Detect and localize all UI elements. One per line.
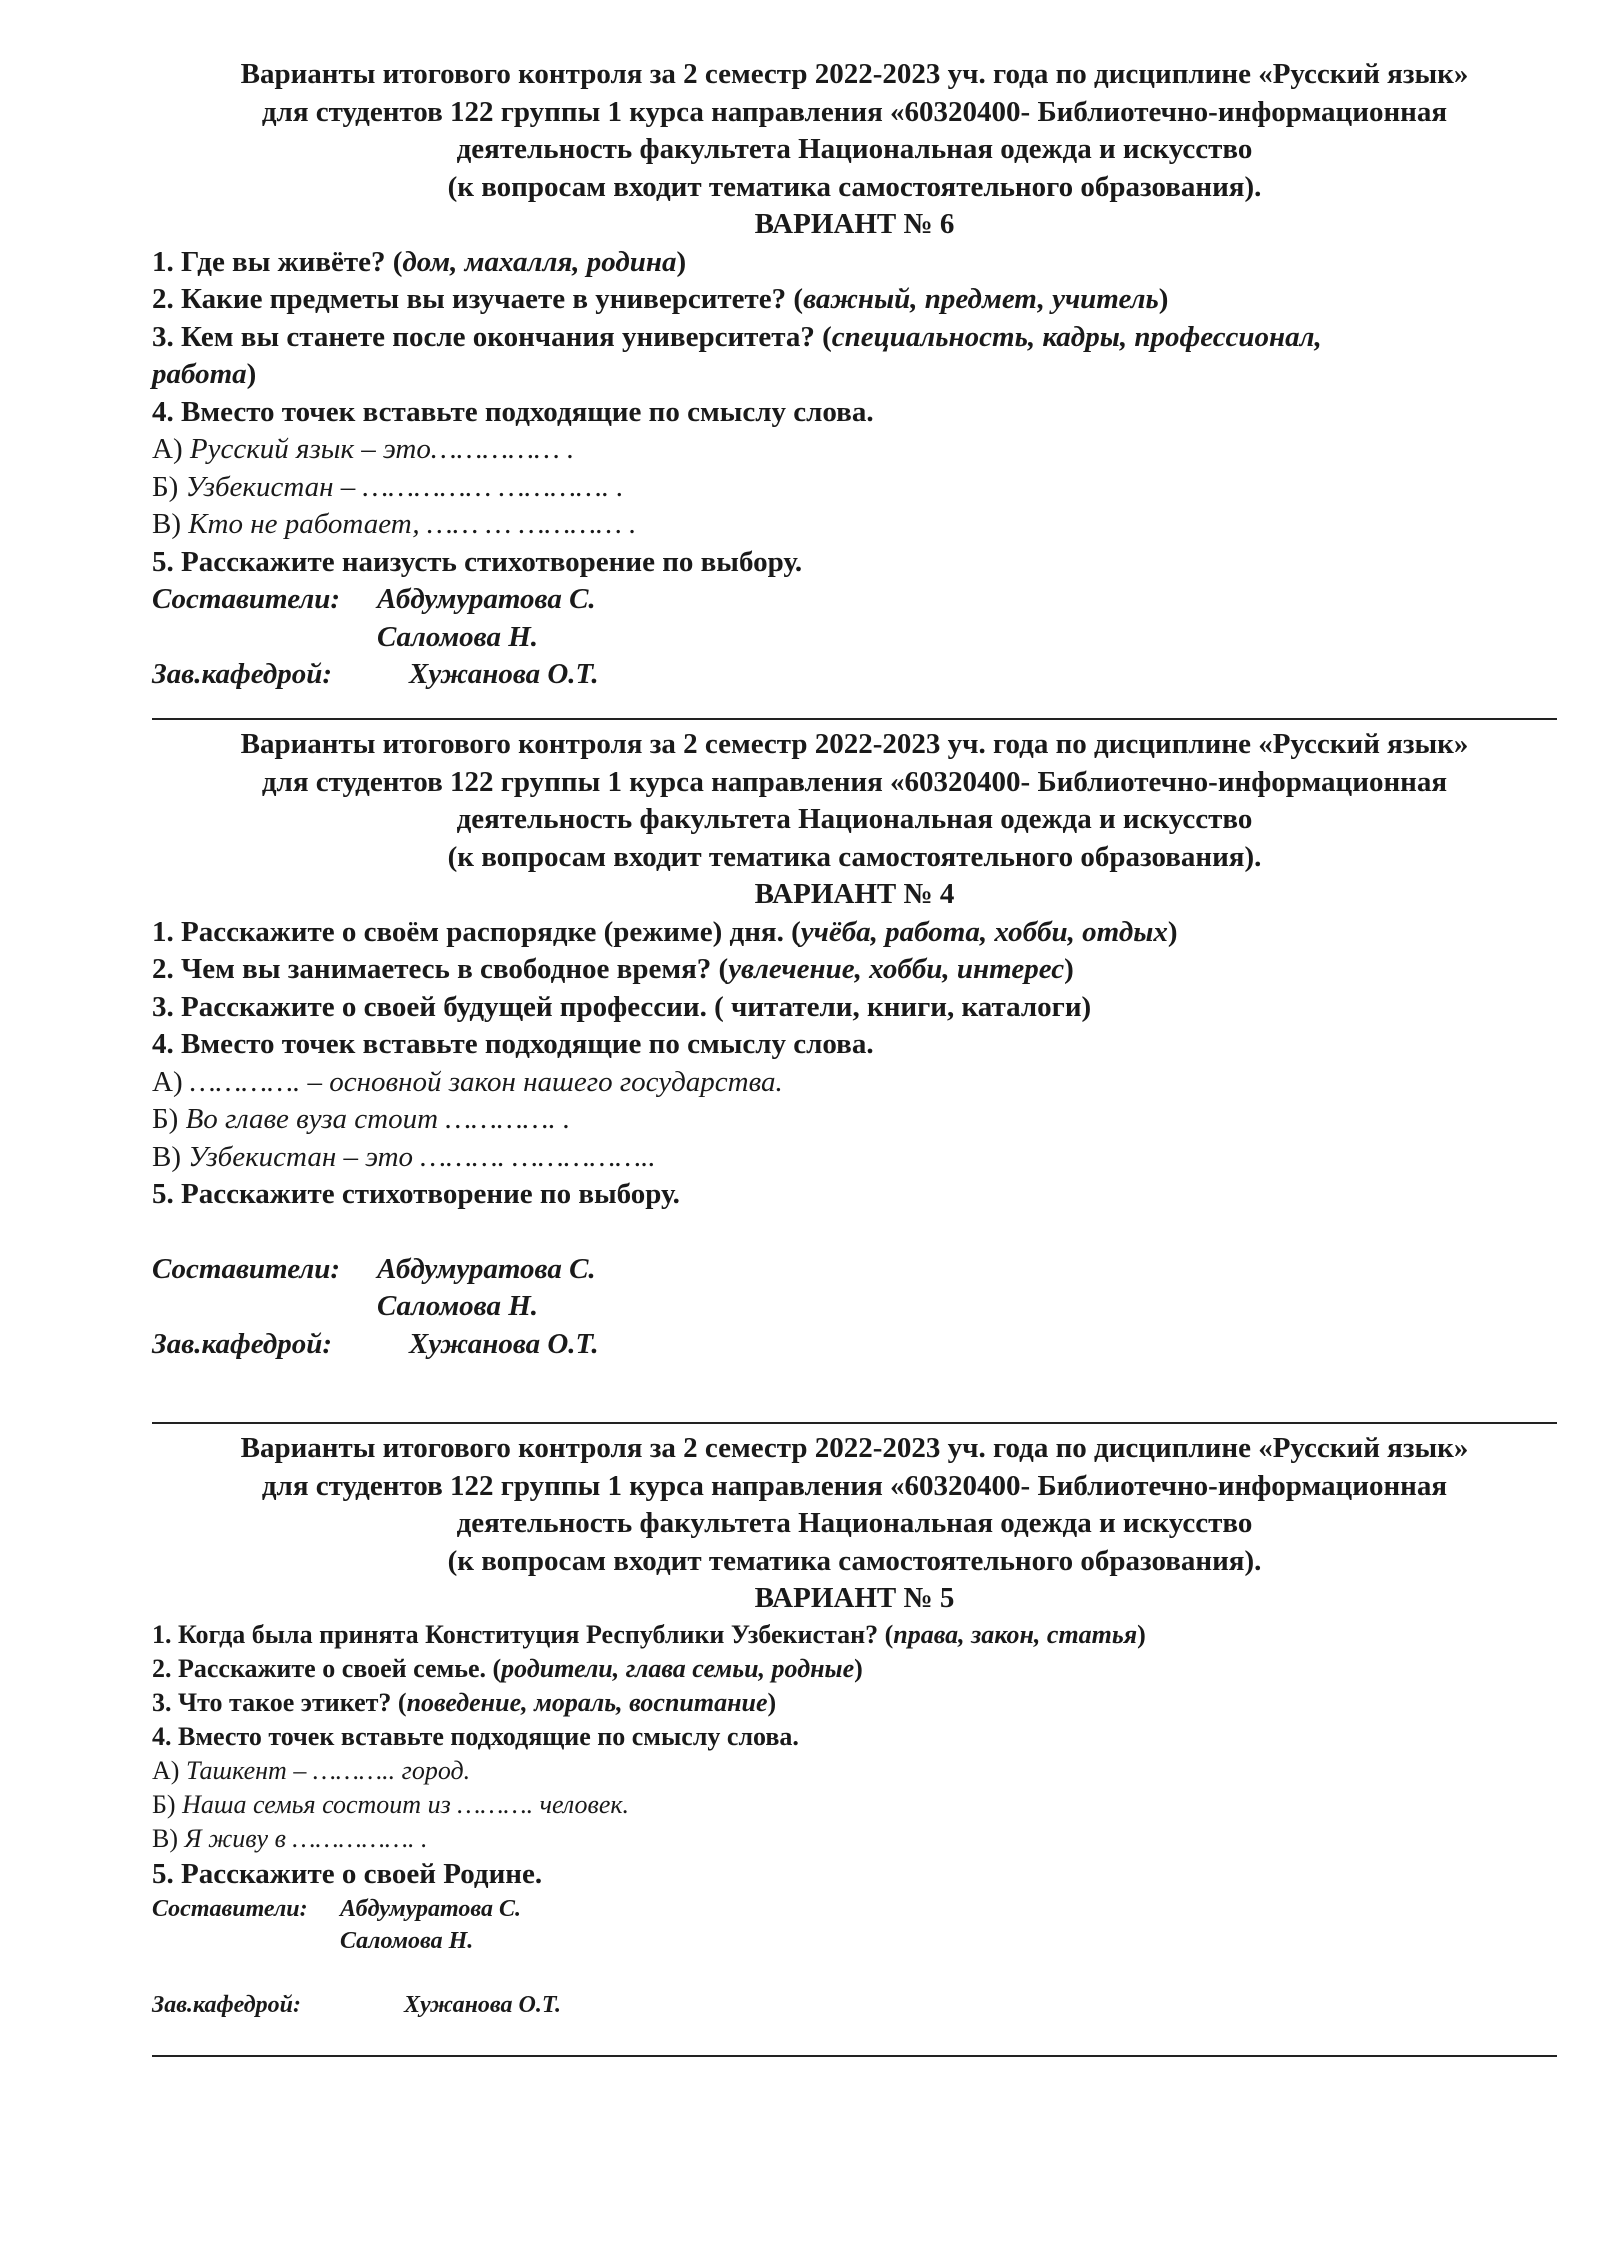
compilers-line [152,1893,1557,1925]
header-line: (к вопросам входит тематика самостоятельного образования). [447,170,1262,203]
compiler-name: Абдумуратова С. [377,1252,596,1285]
question-5: 5. Расскажите стихотворение по выбору. [152,1178,680,1210]
head-of-department-line [152,1989,1557,2021]
head-name: Хужанова О.Т. [409,1327,599,1360]
head-name: Хужанова О.Т. [404,1991,561,2018]
header-line: Варианты итогового контроля за 2 семестр 2022-2023 уч. года по дисциплине «Русский язык» [240,58,1469,90]
variant-block-4 [152,726,1557,1363]
fill-item-b: Б) Наша семья состоит из ………. человек. [152,1789,630,1819]
question-1: 1. Когда была принята Конституция Республики Узбекистан? (права, закон, статья) [152,1619,1146,1649]
head-of-department-line [152,1326,1557,1364]
compiler-name: Саломова Н. [340,1927,474,1954]
question-4: 4. Вместо точек вставьте подходящие по смыслу слова. [152,1721,799,1751]
variant-block-5 [152,1430,1557,2021]
header-line: для студентов 122 группы 1 курса направления «60320400- Библиотечно-информационная [261,95,1448,128]
compilers-line [152,1251,1557,1289]
head-name: Хужанова О.Т. [409,658,599,690]
question-3: 3. Кем вы станете после окончания университета? (специальность, кадры, профессионал, [152,320,1322,353]
fill-item-a: А) Русский язык – это…………… . [152,433,575,465]
header-line: (к вопросам входит тематика самостоятельного образования). [447,1544,1262,1577]
header-line: (к вопросам входит тематика самостоятельного образования). [447,840,1262,873]
header-line: деятельность факультета Национальная одежда и искусство [456,803,1253,835]
spacer [152,1957,1557,1989]
question-4: 4. Вместо точек вставьте подходящие по смыслу слова. [152,1028,874,1060]
question-1: 1. Где вы живёте? (дом, махалля, родина) [152,245,687,278]
compilers-label: Составители: [152,1895,308,1922]
variant-block-6 [152,56,1557,694]
header-line: деятельность факультета Национальная одежда и искусство [456,133,1253,165]
compilers-label: Составители: [152,1252,341,1285]
variant-title: ВАРИАНТ № 4 [754,878,955,910]
header-line: деятельность факультета Национальная одежда и искусство [456,1507,1253,1539]
head-label: Зав.кафедрой: [152,658,333,690]
divider-line [152,718,1557,720]
question-3: 3. Расскажите о своей будущей профессии. ( читатели, книги, каталоги) [152,990,1092,1023]
variant-title: ВАРИАНТ № 5 [754,1582,955,1614]
header-line: Варианты итогового контроля за 2 семестр 2022-2023 уч. года по дисциплине «Русский язык» [240,1432,1469,1464]
spacer [152,1214,1557,1251]
fill-item-b: Б) Во главе вуза стоит …………. . [152,1103,571,1135]
head-of-department-line [152,656,1557,694]
compilers-line-2 [152,1925,1557,1957]
compiler-name: Абдумуратова С. [340,1895,521,1922]
divider-line [152,2055,1557,2057]
header-line: Варианты итогового контроля за 2 семестр 2022-2023 уч. года по дисциплине «Русский язык» [240,728,1469,760]
header-line: для студентов 122 группы 1 курса направления «60320400- Библиотечно-информационная [261,765,1448,798]
compiler-name: Саломова Н. [377,1290,539,1322]
header-line: для студентов 122 группы 1 курса направления «60320400- Библиотечно-информационная [261,1469,1448,1502]
fill-item-c: В) Кто не работает, …… … ………… . [152,508,637,540]
fill-item-a: А) Ташкент – ……….. город. [152,1755,471,1785]
fill-item-c: В) Узбекистан – это ………. …………….. [152,1140,656,1173]
compilers-line-2 [152,1288,1557,1326]
question-2: 2. Расскажите о своей семье. (родители, глава семьи, родные) [152,1653,863,1683]
compilers-line-2 [152,619,1557,657]
fill-item-c: В) Я живу в ……………. . [152,1823,428,1853]
question-1: 1. Расскажите о своём распорядке (режиме) дня. (учёба, работа, хобби, отдых) [152,915,1178,948]
compilers-line [152,581,1557,619]
compiler-name: Саломова Н. [377,620,539,653]
divider-line [152,1422,1557,1424]
compilers-label: Составители: [152,583,341,615]
question-4: 4. Вместо точек вставьте подходящие по смыслу слова. [152,395,874,428]
question-2: 2. Какие предметы вы изучаете в университете? (важный, предмет, учитель) [152,283,1169,315]
variant-title: ВАРИАНТ № 6 [754,208,955,240]
question-5: 5. Расскажите наизусть стихотворение по выбору. [152,545,803,578]
question-5: 5. Расскажите о своей Родине. [152,1857,543,1890]
fill-item-b: Б) Узбекистан – …………… …………. . [152,470,624,503]
head-label: Зав.кафедрой: [152,1327,333,1360]
head-label: Зав.кафедрой: [152,1991,301,2018]
question-2: 2. Чем вы занимаетесь в свободное время? (увлечение, хобби, интерес) [152,953,1074,985]
compiler-name: Абдумуратова С. [377,583,596,615]
fill-item-a: А) …………. – основной закон нашего государства. [152,1065,783,1098]
question-3: 3. Что такое этикет? (поведение, мораль, воспитание) [152,1687,777,1717]
question-3-continued: работа) [152,358,257,390]
